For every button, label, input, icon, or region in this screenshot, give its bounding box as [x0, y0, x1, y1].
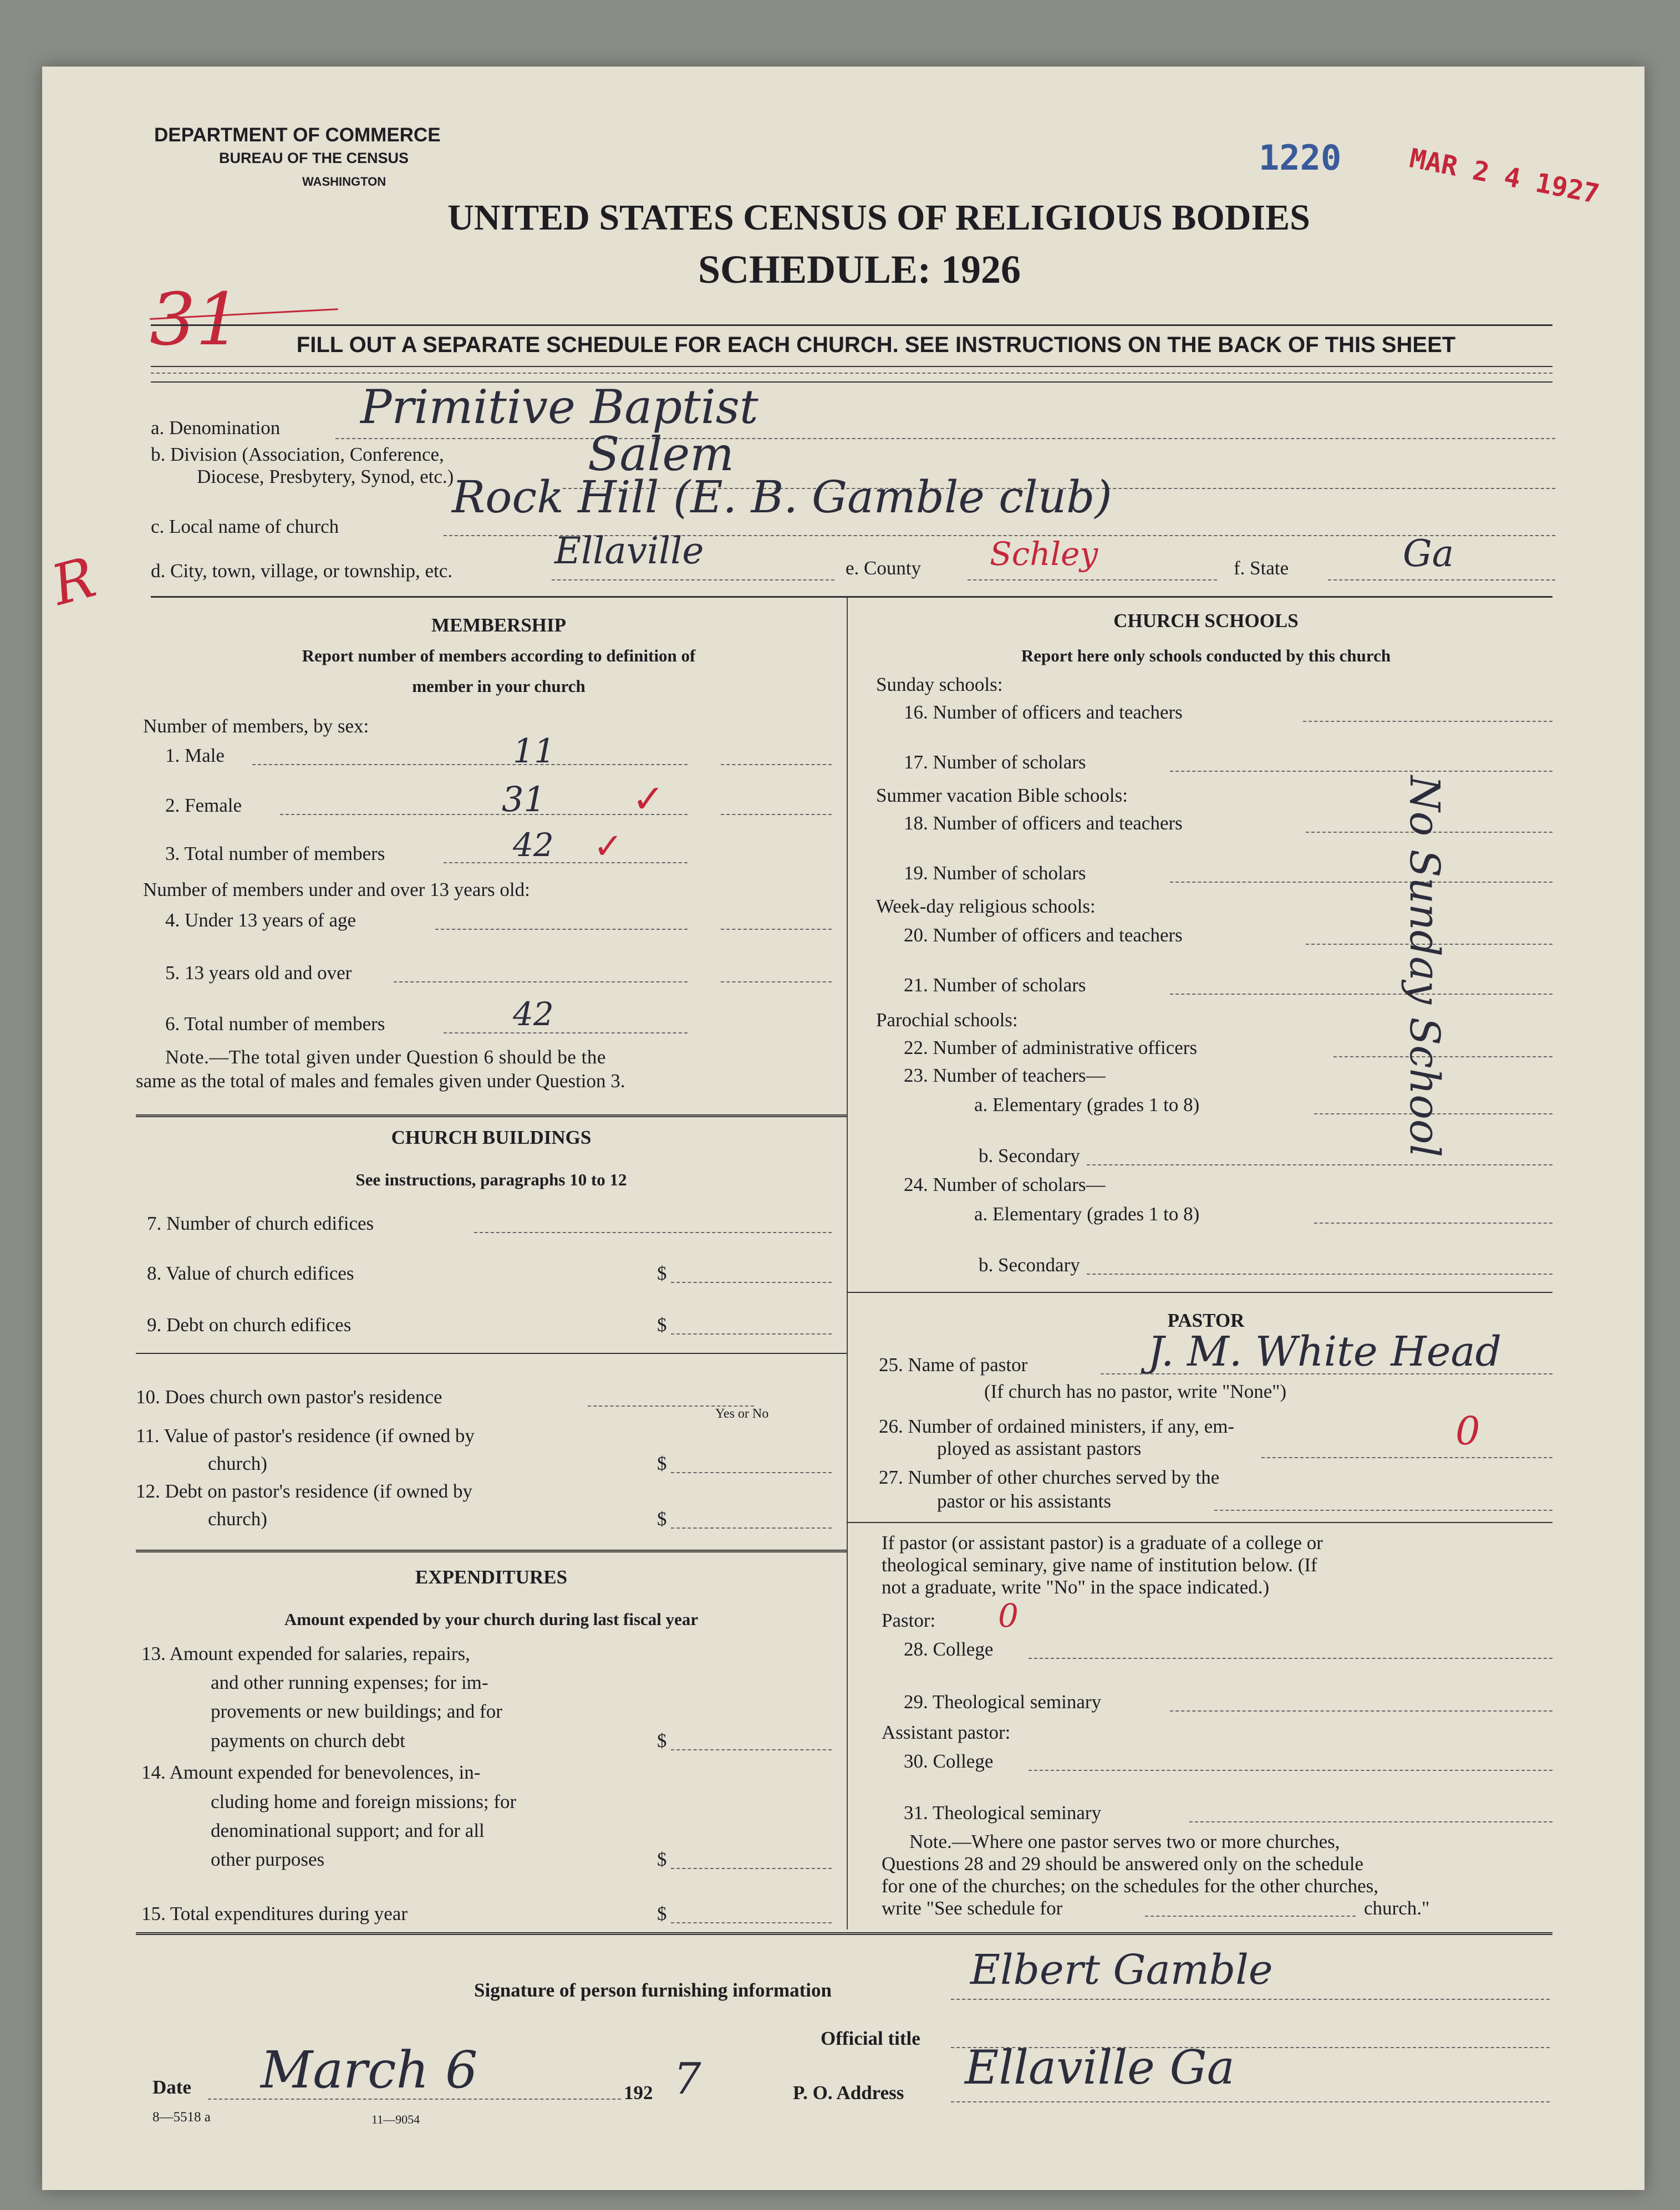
rule: [136, 1114, 847, 1117]
dollar-sign: $: [657, 1508, 667, 1530]
rule: [552, 579, 834, 580]
bureau-name: BUREAU OF THE CENSUS: [219, 150, 409, 166]
q21-label: 21. Number of scholars: [904, 974, 1086, 996]
check-mark: ✓: [593, 827, 623, 866]
instruction-banner: FILL OUT A SEPARATE SCHEDULE FOR EACH CHURCH. SEE INSTRUCTIONS ON THE BACK OF THIS SHEET: [296, 333, 1456, 357]
rule: [1261, 1457, 1552, 1458]
q6-label: 6. Total number of members: [165, 1013, 385, 1035]
dollar-sign: $: [657, 1314, 667, 1336]
year-value[interactable]: 7: [674, 2054, 701, 2104]
q13-label-2: and other running expenses; for im-: [211, 1672, 488, 1693]
no-sunday-school-note[interactable]: No Sunday School: [1401, 775, 1449, 1158]
membership-note-2: same as the total of males and females given under Question 3.: [136, 1070, 625, 1092]
q14-label-2: cluding home and foreign missions; for: [211, 1791, 517, 1812]
q27-label: 27. Number of other churches served by the: [879, 1466, 1220, 1488]
q13-label: 13. Amount expended for salaries, repairs,: [141, 1643, 470, 1664]
q6-value[interactable]: 42: [513, 995, 554, 1033]
q29-label: 29. Theological seminary: [904, 1691, 1102, 1713]
q25-label: 25. Name of pastor: [879, 1354, 1028, 1376]
q24b-label: b. Secondary: [979, 1254, 1080, 1276]
rule: [1189, 1821, 1552, 1822]
rule: [721, 929, 832, 930]
pastor-note-2: Questions 28 and 29 should be answered only on the schedule: [882, 1853, 1364, 1875]
q28-label: 28. College: [904, 1638, 994, 1660]
rule: [671, 1868, 832, 1869]
expenditures-sub: Amount expended by your church during last fiscal year: [284, 1610, 699, 1629]
q24-label: 24. Number of scholars—: [904, 1174, 1106, 1195]
q9-label: 9. Debt on church edifices: [147, 1314, 352, 1336]
q14-label: 14. Amount expended for benevolences, in-: [141, 1761, 481, 1783]
q15-label: 15. Total expenditures during year: [141, 1903, 408, 1924]
q1-label: 1. Male: [165, 745, 225, 766]
rule: [1101, 1373, 1552, 1374]
state-label: f. State: [1234, 557, 1289, 579]
print-number: 11—9054: [371, 2112, 420, 2126]
form-title: UNITED STATES CENSUS OF RELIGIOUS BODIES: [447, 197, 1310, 238]
q14-label-3: denominational support; and for all: [211, 1820, 485, 1841]
rule: [208, 2099, 621, 2100]
rule: [671, 1282, 832, 1283]
by-age-label: Number of members under and over 13 years old:: [143, 879, 530, 900]
membership-sub: Report number of members according to definition of: [302, 646, 696, 665]
q12-label-2: church): [208, 1508, 267, 1530]
rule: [671, 1472, 832, 1473]
q23-label: 23. Number of teachers—: [904, 1065, 1106, 1086]
received-stamp: MAR 2 4 1927: [1407, 142, 1602, 210]
rule: [1328, 579, 1555, 580]
rule: [1170, 771, 1552, 772]
membership-note: Note.—The total given under Question 6 should be the: [165, 1046, 606, 1068]
q19-label: 19. Number of scholars: [904, 862, 1086, 884]
po-address-value[interactable]: Ellaville Ga: [965, 2040, 1235, 2095]
city-label: d. City, town, village, or township, etc.: [151, 560, 453, 582]
rule: [721, 981, 832, 982]
asst-pastor-label: Assistant pastor:: [882, 1722, 1011, 1743]
rule: [1214, 1510, 1552, 1511]
buildings-title: CHURCH BUILDINGS: [391, 1127, 592, 1148]
q8-label: 8. Value of church edifices: [147, 1262, 354, 1284]
dollar-sign: $: [657, 1453, 667, 1474]
pastor-note-5: church.": [1364, 1897, 1430, 1919]
margin-mark: R: [45, 544, 103, 618]
dollar-sign: $: [657, 1903, 667, 1924]
membership-sub-2: member in your church: [412, 676, 586, 696]
rule: [151, 373, 1552, 374]
q26-value[interactable]: 0: [1455, 1408, 1480, 1454]
expenditures-title: EXPENDITURES: [415, 1566, 568, 1588]
buildings-sub: See instructions, paragraphs 10 to 12: [355, 1170, 627, 1189]
rule: [951, 1999, 1550, 2000]
q11-label: 11. Value of pastor's residence (if owned by: [136, 1425, 475, 1447]
rule: [136, 1353, 847, 1354]
rule: [721, 764, 832, 765]
local-name-label: c. Local name of church: [151, 516, 339, 537]
q4-label: 4. Under 13 years of age: [165, 909, 357, 931]
rule: [1170, 1710, 1552, 1712]
dollar-sign: $: [657, 1849, 667, 1870]
rule: [1029, 1658, 1552, 1659]
county-label: e. County: [846, 557, 922, 579]
division-label-2: Diocese, Presbytery, Synod, etc.): [197, 466, 454, 487]
denomination-value[interactable]: Primitive Baptist: [360, 380, 758, 434]
parochial-label: Parochial schools:: [876, 1009, 1018, 1031]
q17-label: 17. Number of scholars: [904, 751, 1086, 773]
rule: [1170, 882, 1552, 883]
rule: [951, 2101, 1550, 2102]
rule: [1087, 1274, 1552, 1275]
q2-value[interactable]: 31: [502, 779, 546, 819]
official-title-label: Official title: [821, 2028, 920, 2049]
rule: [1145, 1916, 1356, 1917]
file-number: 1220: [1259, 138, 1342, 178]
rule: [444, 862, 688, 863]
rule: [252, 764, 688, 765]
signature-label: Signature of person furnishing information: [474, 1979, 832, 2001]
q23a-label: a. Elementary (grades 1 to 8): [974, 1094, 1200, 1116]
form-number: 8—5518 a: [152, 2110, 211, 2125]
pastor-label: Pastor:: [882, 1610, 936, 1631]
rule: [474, 1232, 832, 1233]
rule: [1303, 721, 1552, 722]
rule: [671, 1333, 832, 1335]
q18-label: 18. Number of officers and teachers: [904, 812, 1183, 834]
date-value[interactable]: March 6: [261, 2040, 478, 2100]
q23b-label: b. Secondary: [979, 1145, 1080, 1167]
denomination-label: a. Denomination: [151, 417, 281, 439]
sunday-label: Sunday schools:: [876, 674, 1003, 695]
city-name: WASHINGTON: [302, 175, 386, 189]
q22-label: 22. Number of administrative officers: [904, 1037, 1198, 1058]
q26-label: 26. Number of ordained ministers, if any, em-: [879, 1415, 1235, 1437]
q13-label-3: provements or new buildings; and for: [211, 1700, 502, 1722]
schedule-title: SCHEDULE: 1926: [698, 247, 1021, 292]
dollar-sign: $: [657, 1262, 667, 1284]
q27-label-2: pastor or his assistants: [937, 1490, 1112, 1512]
rule: [280, 814, 688, 815]
q26-label-2: ployed as assistant pastors: [937, 1438, 1142, 1459]
q3-label: 3. Total number of members: [165, 843, 385, 864]
rule: [1170, 994, 1552, 995]
rule: [435, 929, 688, 930]
q10-label: 10. Does church own pastor's residence: [136, 1386, 442, 1408]
graduate-note-3: not a graduate, write "No" in the space indicated.): [882, 1576, 1270, 1598]
rule: [721, 814, 832, 815]
q7-label: 7. Number of church edifices: [147, 1213, 374, 1234]
rule: [151, 596, 1552, 598]
county-value[interactable]: Schley: [990, 535, 1098, 573]
by-sex-label: Number of members, by sex:: [143, 715, 369, 737]
date-label: Date: [152, 2076, 191, 2098]
rule: [136, 1550, 847, 1552]
q5-label: 5. 13 years old and over: [165, 962, 352, 984]
rule: [1314, 1223, 1552, 1224]
q11-label-2: church): [208, 1453, 267, 1474]
q14-label-4: other purposes: [211, 1849, 325, 1870]
rule: [394, 981, 688, 982]
year-prefix: 192: [624, 2082, 653, 2104]
pastor-name-value[interactable]: J. M. White Head: [1148, 1328, 1502, 1376]
po-address-label: P. O. Address: [793, 2082, 904, 2104]
rule: [335, 438, 1555, 439]
local-name-value[interactable]: Rock Hill (E. B. Gamble club): [452, 471, 1112, 523]
q25-note: (If church has no pastor, write "None"): [984, 1381, 1287, 1402]
q1-value[interactable]: 11: [513, 732, 556, 771]
q16-label: 16. Number of officers and teachers: [904, 701, 1183, 723]
pastor-note-3: for one of the churches; on the schedules for the other churches,: [882, 1875, 1379, 1897]
q12-label: 12. Debt on pastor's residence (if owned by: [136, 1480, 472, 1502]
pastor-college-value[interactable]: 0: [998, 1597, 1019, 1634]
yes-no-hint: Yes or No: [715, 1407, 769, 1421]
state-value[interactable]: Ga: [1403, 532, 1454, 575]
rule: [136, 1932, 1552, 1935]
rule: [671, 1922, 832, 1923]
q20-label: 20. Number of officers and teachers: [904, 924, 1183, 946]
rule: [1029, 1770, 1552, 1771]
summer-label: Summer vacation Bible schools:: [876, 785, 1128, 806]
dollar-sign: $: [657, 1730, 667, 1751]
graduate-note: If pastor (or assistant pastor) is a graduate of a college or: [882, 1532, 1323, 1554]
column-divider: [847, 598, 848, 1929]
rule: [151, 366, 1552, 367]
rule: [1087, 1164, 1552, 1165]
q31-label: 31. Theological seminary: [904, 1802, 1102, 1824]
rule: [444, 1032, 688, 1033]
q13-label-4: payments on church debt: [211, 1730, 405, 1751]
pastor-title: PASTOR: [1167, 1310, 1245, 1331]
city-value[interactable]: Ellaville: [554, 529, 704, 572]
division-label: b. Division (Association, Conference,: [151, 444, 444, 465]
weekday-label: Week-day religious schools:: [876, 895, 1096, 917]
rule: [151, 324, 1552, 326]
department-name: DEPARTMENT OF COMMERCE: [154, 124, 441, 146]
schools-sub: Report here only schools conducted by this church: [1021, 646, 1391, 665]
q2-label: 2. Female: [165, 795, 242, 816]
q3-value[interactable]: 42: [513, 826, 554, 864]
check-mark: ✓: [632, 778, 665, 821]
membership-title: MEMBERSHIP: [431, 614, 567, 636]
rule: [671, 1527, 832, 1529]
q30-label: 30. College: [904, 1750, 994, 1772]
schools-title: CHURCH SCHOOLS: [1113, 610, 1299, 632]
q24a-label: a. Elementary (grades 1 to 8): [974, 1203, 1200, 1225]
pastor-note-4: write "See schedule for: [882, 1897, 1063, 1919]
division-value[interactable]: Salem: [588, 427, 734, 481]
rule: [847, 1522, 1552, 1523]
handwritten-number: 31: [150, 277, 242, 361]
rule: [968, 579, 1217, 580]
rule: [847, 1292, 1552, 1293]
graduate-note-2: theological seminary, give name of institution below. (If: [882, 1554, 1317, 1576]
rule: [671, 1749, 832, 1750]
signature-value[interactable]: Elbert Gamble: [970, 1946, 1273, 1994]
pastor-note: Note.—Where one pastor serves two or more churches,: [909, 1831, 1340, 1852]
